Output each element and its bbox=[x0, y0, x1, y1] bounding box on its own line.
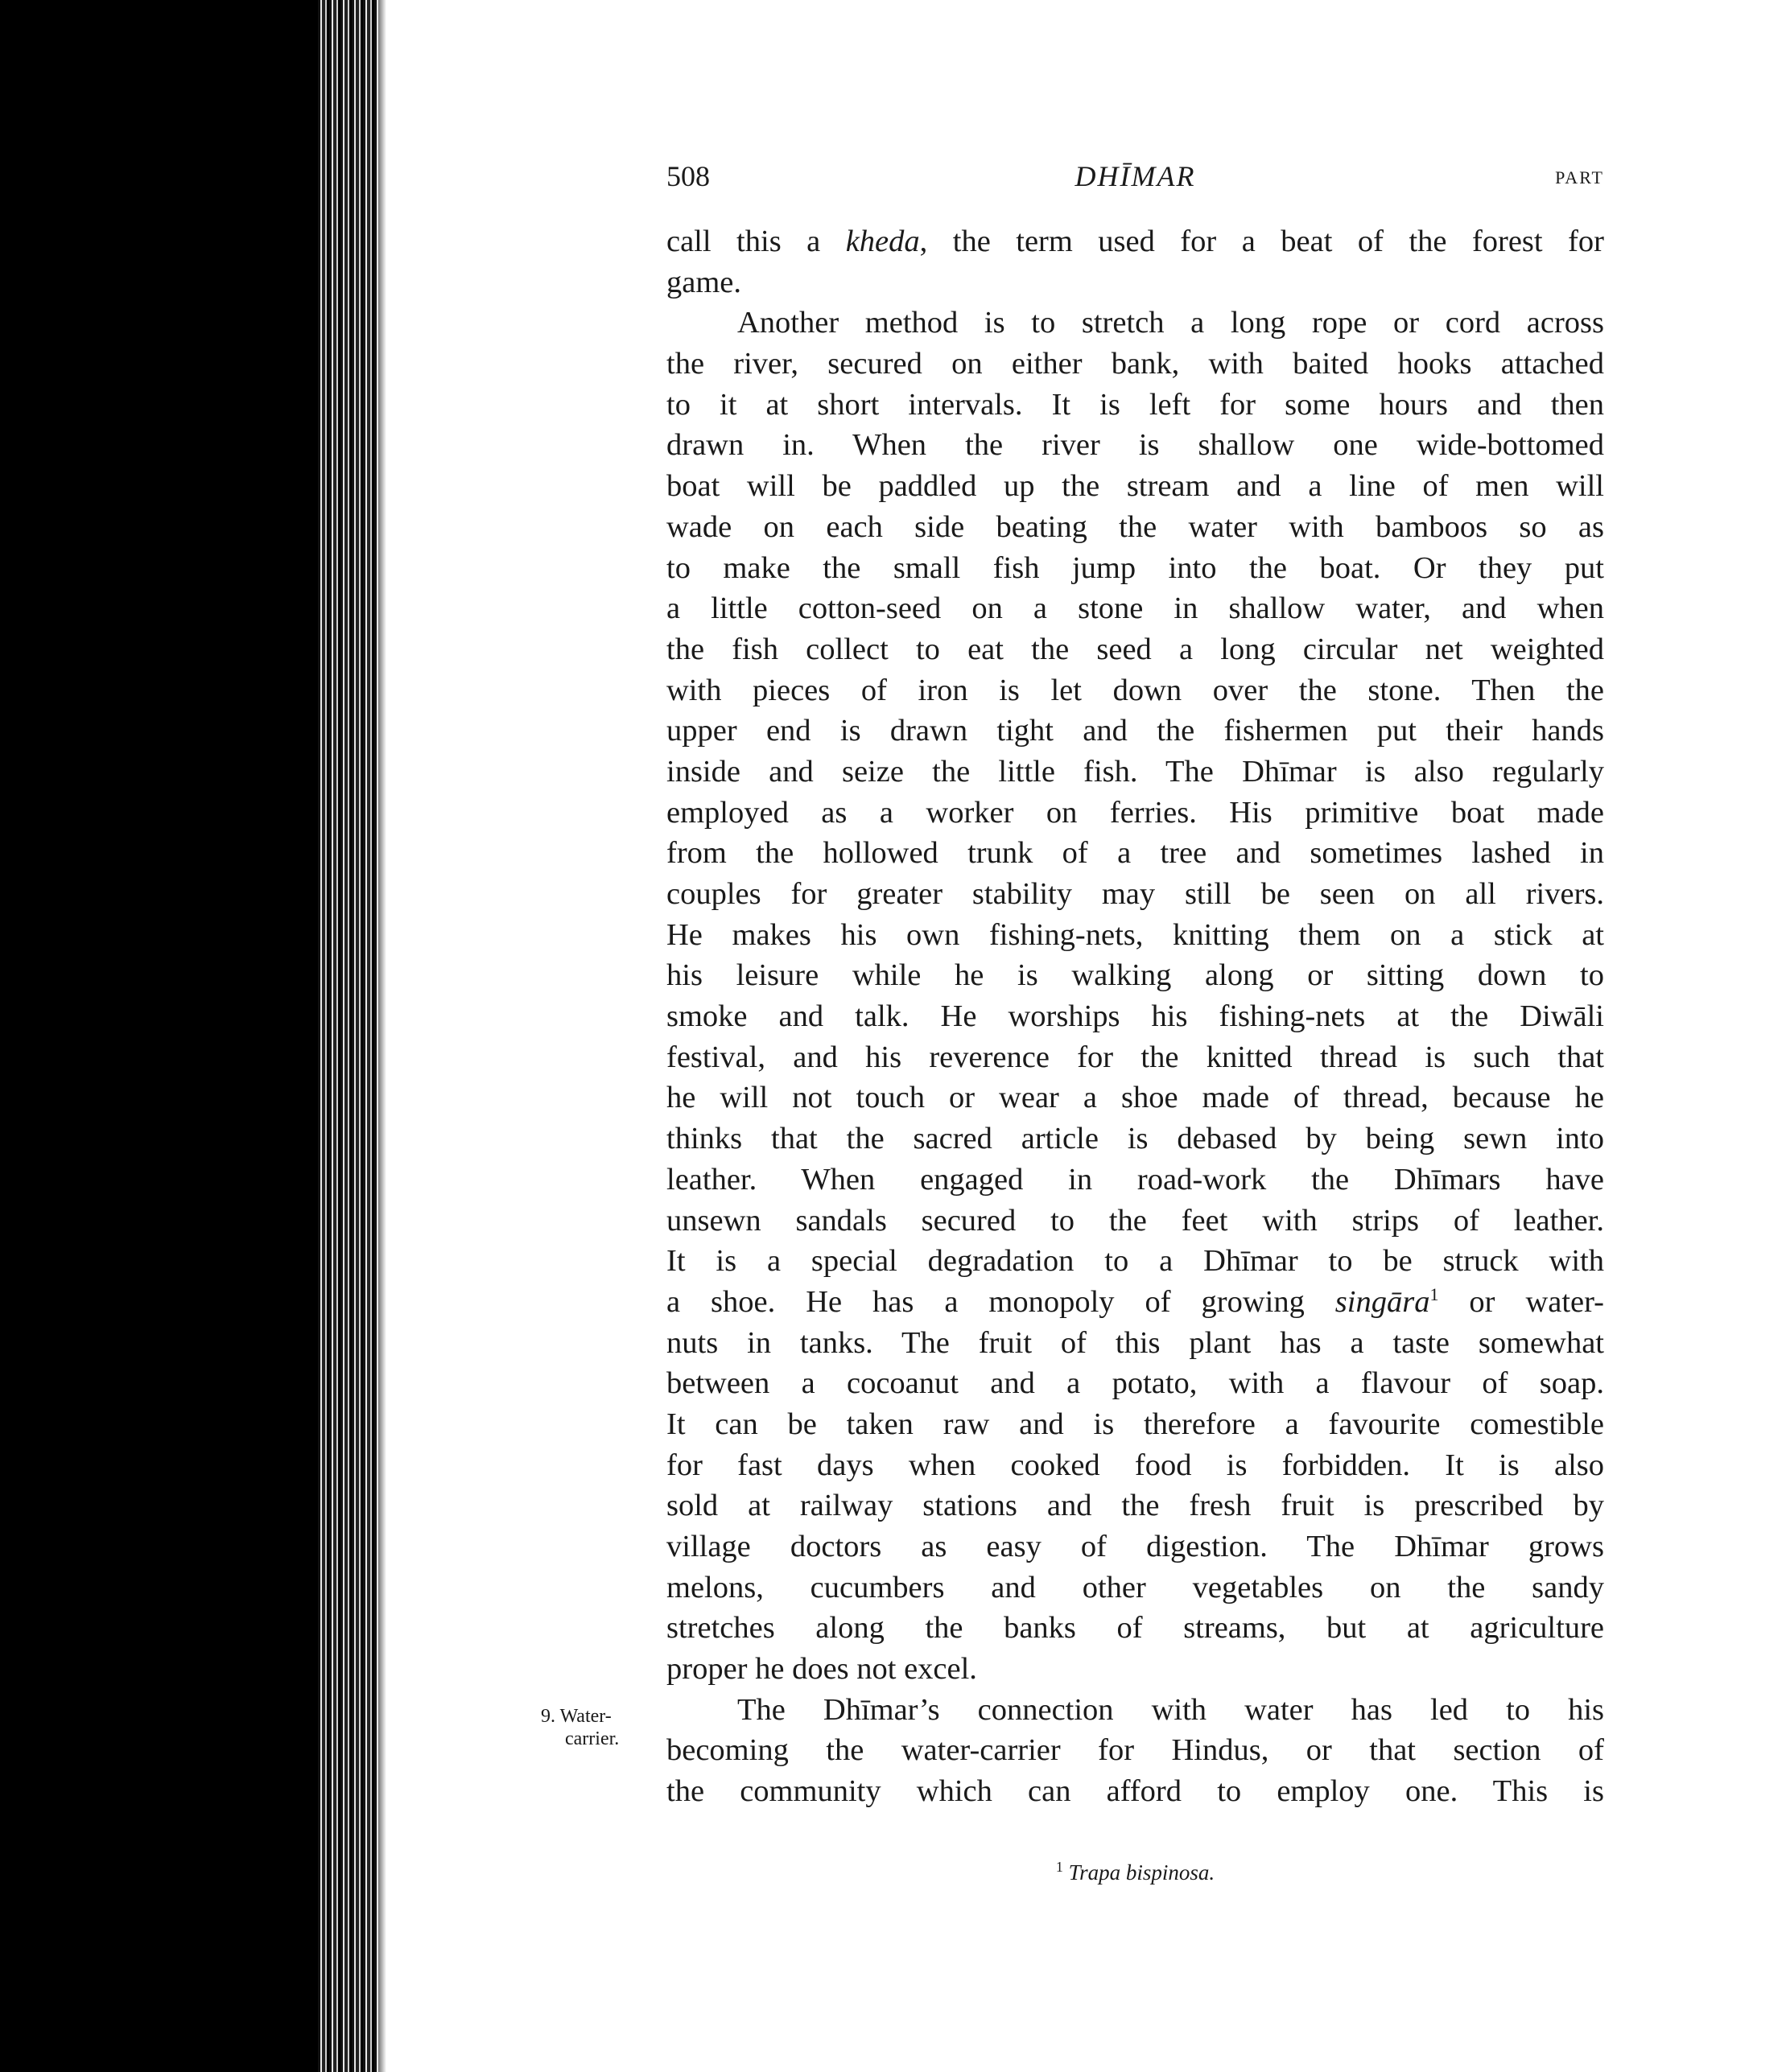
book-spine-shadow bbox=[0, 0, 318, 2072]
footnote-marker: 1 bbox=[1055, 1859, 1063, 1875]
text-run: , the term used for a beat of the forest for bbox=[919, 225, 1604, 258]
text-line bbox=[666, 1608, 1604, 1649]
text-line bbox=[666, 1037, 1604, 1078]
text-run: inside and seize the little fish. The Dhīmar is also regularly bbox=[666, 754, 1604, 789]
text-line bbox=[666, 1201, 1604, 1242]
text-run: unsewn sandals secured to the feet with strips of leather. bbox=[666, 1203, 1604, 1238]
text-line bbox=[666, 670, 1604, 711]
text-run: the river, secured on either bank, with baited hooks attached bbox=[666, 347, 1604, 381]
footnote-reference: 1 bbox=[1429, 1283, 1439, 1304]
text-line bbox=[666, 385, 1604, 426]
text-line bbox=[666, 1160, 1604, 1201]
text-line bbox=[666, 1485, 1604, 1526]
text-line bbox=[666, 344, 1604, 385]
text-line bbox=[666, 1077, 1604, 1118]
text-line bbox=[666, 1363, 1604, 1404]
margin-note-text: carrier. bbox=[565, 1728, 620, 1749]
text-run: between a cocoanut and a potato, with a flavour of soap. bbox=[666, 1366, 1604, 1401]
text-run: leather. When engaged in road-work the Dhīmars have bbox=[666, 1162, 1604, 1197]
text-line bbox=[666, 996, 1604, 1037]
text-run: call this a bbox=[666, 225, 846, 258]
text-line bbox=[666, 1241, 1604, 1282]
text-line bbox=[666, 425, 1604, 466]
footnote-text: Trapa bispinosa. bbox=[1068, 1860, 1215, 1885]
text-run: festival, and his reverence for the knitted thread is such that bbox=[666, 1040, 1604, 1074]
text-run: nuts in tanks. The fruit of this plant has a taste somewhat bbox=[666, 1325, 1604, 1360]
gutter-fade bbox=[378, 0, 386, 2072]
text-run: boat will be paddled up the stream and a line of men will bbox=[666, 469, 1604, 504]
text-run: to it at short intervals. It is left for some hours and then bbox=[666, 387, 1604, 422]
text-run: sold at railway stations and the fresh fruit is prescribed by bbox=[666, 1489, 1604, 1523]
running-header bbox=[666, 159, 1604, 200]
text-line bbox=[666, 1404, 1604, 1445]
text-run: Another method is to stretch a long rope or cord across bbox=[737, 306, 1604, 340]
italic-term: singāra bbox=[1334, 1284, 1430, 1319]
page-number: 508 bbox=[666, 160, 710, 192]
text-run: The Dhīmar’s connection with water has led to his bbox=[737, 1692, 1604, 1727]
text-run: drawn in. When the river is shallow one wide-bottomed bbox=[666, 428, 1604, 463]
text-run: It is a special degradation to a Dhīmar to be struck with bbox=[666, 1244, 1604, 1279]
text-line bbox=[666, 1526, 1604, 1567]
text-run: the fish collect to eat the seed a long circular net weighted bbox=[666, 632, 1604, 666]
text-line bbox=[666, 1567, 1604, 1609]
text-run: employed as a worker on ferries. His primitive boat made bbox=[666, 795, 1604, 830]
page-gutter-edge bbox=[318, 0, 378, 2072]
text-run: game. bbox=[666, 265, 741, 299]
text-line bbox=[666, 711, 1604, 752]
margin-note-text: Water- bbox=[559, 1706, 612, 1727]
margin-note-line bbox=[541, 1728, 654, 1750]
text-run: he will not touch or wear a shoe made of thread, because he bbox=[666, 1081, 1604, 1115]
text-line bbox=[666, 588, 1604, 629]
text-run: upper end is drawn tight and the fishermen put their hands bbox=[666, 714, 1604, 748]
text-line bbox=[666, 1118, 1604, 1160]
text-run: his leisure while he is walking along or sitting down to bbox=[666, 958, 1604, 993]
text-line bbox=[666, 303, 1604, 344]
text-run: a shoe. He has a monopoly of growing bbox=[666, 1284, 1335, 1319]
text-run: melons, cucumbers and other vegetables on the sandy bbox=[666, 1570, 1604, 1604]
text-run: thinks that the sacred article is debased by being sewn into bbox=[666, 1122, 1604, 1156]
part-label: PART bbox=[1555, 167, 1604, 187]
text-run: the community which can afford to employ one. This is bbox=[666, 1774, 1604, 1809]
text-line bbox=[666, 466, 1604, 507]
text-run: with pieces of iron is let down over the stone. Then the bbox=[666, 673, 1604, 707]
text-line bbox=[666, 915, 1604, 956]
text-run: couples for greater stability may still be seen on all rivers. bbox=[666, 877, 1604, 911]
text-run: village doctors as easy of digestion. The Dhīmar grows bbox=[666, 1530, 1604, 1563]
text-line bbox=[666, 1445, 1604, 1486]
text-line bbox=[666, 752, 1604, 793]
text-run: It can be taken raw and is therefore a favourite comestible bbox=[666, 1407, 1604, 1441]
text-line bbox=[666, 1730, 1604, 1771]
text-run: He makes his own fishing-nets, knitting them on a stick at bbox=[666, 917, 1604, 952]
text-run: or water- bbox=[1438, 1284, 1605, 1319]
footnote bbox=[666, 1860, 1604, 1885]
text-run: a little cotton-seed on a stone in shallow water, and when bbox=[666, 591, 1604, 626]
text-line bbox=[666, 548, 1604, 589]
text-line bbox=[666, 507, 1604, 548]
margin-note-number: 9. bbox=[541, 1706, 555, 1727]
text-run: proper he does not excel. bbox=[666, 1652, 977, 1687]
text-line bbox=[666, 221, 1604, 262]
text-line bbox=[666, 1323, 1604, 1364]
running-title: DHĪMAR bbox=[1074, 160, 1196, 192]
text-line bbox=[666, 629, 1604, 670]
text-line bbox=[666, 833, 1604, 874]
text-line bbox=[666, 262, 1604, 303]
text-run: for fast days when cooked food is forbidden. It is also bbox=[666, 1448, 1604, 1482]
text-run: becoming the water-carrier for Hindus, or that section of bbox=[666, 1733, 1604, 1768]
text-run: from the hollowed trunk of a tree and sometimes lashed in bbox=[666, 836, 1604, 871]
text-line bbox=[666, 793, 1604, 834]
margin-note-line bbox=[541, 1705, 654, 1728]
margin-note bbox=[541, 1705, 654, 1750]
text-line bbox=[666, 1771, 1604, 1812]
body-text bbox=[666, 221, 1604, 1812]
text-run: smoke and talk. He worships his fishing-nets at the Diwāli bbox=[666, 999, 1604, 1034]
text-run: to make the small fish jump into the boat. Or they put bbox=[666, 550, 1604, 585]
text-line bbox=[666, 955, 1604, 996]
text-line bbox=[666, 1282, 1604, 1323]
text-run: stretches along the banks of streams, but at agriculture bbox=[666, 1611, 1604, 1646]
text-line bbox=[666, 1690, 1604, 1731]
text-line bbox=[666, 874, 1604, 915]
text-run: wade on each side beating the water with bamboos so as bbox=[666, 509, 1604, 544]
italic-term: kheda bbox=[845, 225, 920, 258]
text-line bbox=[666, 1649, 1604, 1690]
